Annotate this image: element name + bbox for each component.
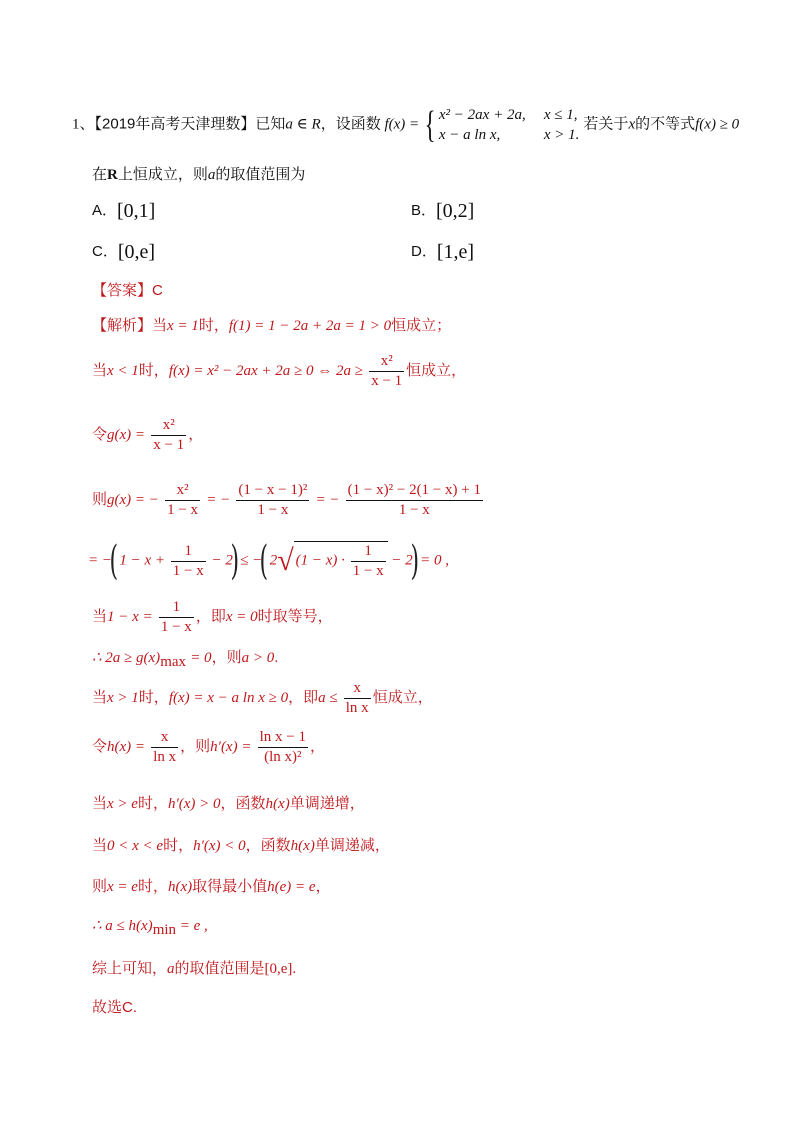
question-line-2: 在R上恒成立，则a的取值范围为 bbox=[92, 166, 306, 183]
analysis-line-14: 综上可知，a的取值范围是[0,e]. bbox=[92, 960, 297, 977]
fraction: $\frac{\text{x²}}{x - 1}$ bbox=[153, 417, 185, 453]
answer-label: 【答案】 bbox=[92, 282, 153, 299]
answer-line bbox=[92, 279, 163, 300]
fraction: $\frac{x}{\text{ln x}}$ bbox=[345, 680, 369, 716]
analysis-line-5: = −( 1 − x + $\frac{1}{1 - x}$ − 2) ≤ −( 2√ (1 − x) · $\frac{1}{1 - x}$ − 2) = 0 , bbox=[88, 538, 450, 584]
piecewise-brace: { bbox=[424, 104, 436, 147]
fraction: $\frac{\text{x²}}{1 - x}$ bbox=[167, 482, 199, 518]
fraction: $\frac{\text{ln x − 1}}{\text{(ln x)²}}$ bbox=[259, 729, 307, 765]
fraction: $\frac{x}{\text{ln x}}$ bbox=[153, 729, 177, 765]
analysis-line-1: 【解析】当x = 1时，f(1) = 1 − 2a + 2a = 1 > 0恒成立； bbox=[92, 317, 452, 334]
analysis-line-9: 令h(x) = $\frac{x}{\text{ln x}}$ ，则h′(x) = $\frac{\text{ln x − 1}}{\text{(ln x)²}}$ ， bbox=[92, 729, 326, 765]
fraction: $\frac{\text{x²}}{x - 1}$ bbox=[371, 353, 403, 389]
analysis-line-12: 则x = e时，h(x)取得最小值h(e) = e， bbox=[92, 878, 331, 895]
question-source: 【2019年高考天津理数】 bbox=[94, 115, 256, 133]
fraction: $\frac{1}{1 - x}$ bbox=[352, 543, 384, 579]
option-a[interactable]: A．[0,1] bbox=[92, 200, 156, 223]
option-d[interactable]: D．[1,e] bbox=[411, 241, 475, 264]
analysis-line-3: 令g(x) = $\frac{\text{x²}}{x - 1}$ ， bbox=[92, 417, 204, 453]
piecewise-function: x² − 2ax + 2a, x ≤ 1, x − a ln x, x > 1. bbox=[438, 107, 580, 144]
fraction: $\frac{\text{(1 − x − 1)²}}{1 - x}$ bbox=[238, 482, 308, 518]
analysis-line-6: 当1 − x = $\frac{1}{1 - x}$ ，即x = 0时取等号， bbox=[92, 599, 333, 635]
analysis-line-10: 当x > e时，h′(x) > 0，函数h(x)单调递增， bbox=[92, 795, 365, 812]
question-number: 1、 bbox=[72, 116, 95, 133]
question-line-1: 1、【2019年高考天津理数】已知a ∈ R，设函数 f(x) = { x² − 2ax + 2a, x ≤ 1, x − a ln x, x > 1. 若关于x的不等式f(x) ≥ 0 bbox=[72, 104, 740, 147]
analysis-line-7: ∴ $2a \ge g(x)_{max} = 0$，则a > 0. bbox=[92, 649, 279, 670]
analysis-line-15: 故选C. bbox=[92, 999, 138, 1016]
analysis-line-8: 当x > 1时，f(x) = x − a ln x ≥ 0，即a ≤ $\frac{x}{\text{ln x}}$ 恒成立， bbox=[92, 680, 433, 716]
analysis-line-11: 当0 < x < e时，h′(x) < 0，函数h(x)单调递减， bbox=[92, 837, 390, 854]
fraction: $\frac{1}{1 - x}$ bbox=[172, 542, 204, 579]
option-c[interactable]: C．[0,e] bbox=[92, 241, 156, 264]
answer-value: C bbox=[152, 282, 163, 299]
analysis-line-13: ∴ $a \le h(x)_{min} = e$ , bbox=[92, 918, 208, 938]
analysis-label: 【解析】 bbox=[92, 317, 153, 334]
fraction: $\frac{1}{1 - x}$ bbox=[160, 599, 192, 635]
analysis-line-2: 当x < 1时，f(x) = x² − 2ax + 2a ≥ 0 ⇔ 2a ≥ $\frac{\text{x²}}{x - 1}$ 恒成立， bbox=[92, 353, 467, 389]
fraction: $\frac{\text{(1 − x)² − 2(1 − x) + 1}}{1 - x}$ bbox=[347, 482, 481, 518]
square-root: √ (1 − x) · $\frac{1}{1 - x}$ bbox=[277, 541, 387, 581]
option-b[interactable]: B．[0,2] bbox=[411, 200, 475, 223]
analysis-line-4: 则g(x) = − $\frac{\text{x²}}{1 - x}$ = − $\frac{\text{(1 − x − 1)²}}{1 - x}$ = − $\frac{\text{(1 − x)² − 2(1 − x) + 1}}{1 - x}$ bbox=[92, 482, 481, 518]
